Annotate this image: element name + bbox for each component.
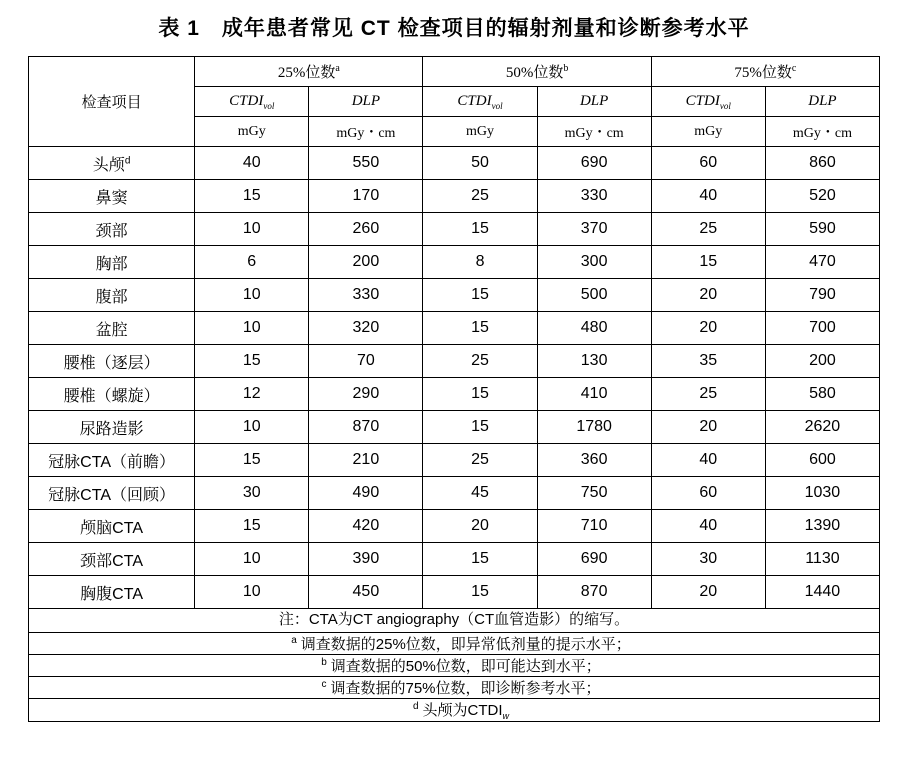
row-item-label: 胸部 — [29, 246, 195, 279]
cell-ctdi-p75: 20 — [651, 411, 765, 444]
cell-dlp-p25: 390 — [309, 543, 423, 576]
cell-dlp-p75: 1440 — [765, 576, 879, 609]
row-item-label: 冠脉CTA（前瞻） — [29, 444, 195, 477]
cell-dlp-p75: 860 — [765, 147, 879, 180]
note-main-row — [29, 609, 880, 633]
cell-dlp-p50: 300 — [537, 246, 651, 279]
cell-dlp-p25: 870 — [309, 411, 423, 444]
header-unit-ctdi-p75: mGy — [651, 117, 765, 147]
table-body — [29, 147, 880, 609]
cell-ctdi-p75: 40 — [651, 510, 765, 543]
header-unit-ctdi-p25: mGy — [195, 117, 309, 147]
cell-ctdi-p50: 8 — [423, 246, 537, 279]
cell-ctdi-p50: 15 — [423, 312, 537, 345]
header-unit-dlp-p25: mGy・cm — [309, 117, 423, 147]
cell-ctdi-p25: 30 — [195, 477, 309, 510]
cell-dlp-p50: 480 — [537, 312, 651, 345]
table-row — [29, 147, 880, 180]
cell-dlp-p50: 330 — [537, 180, 651, 213]
cell-ctdi-p75: 40 — [651, 444, 765, 477]
metric-name: DLP — [351, 93, 381, 109]
row-item-label: 腹部 — [29, 279, 195, 312]
row-item-label: 颈部 — [29, 213, 195, 246]
header-metric-ctdi-p25 — [195, 87, 309, 117]
table-row — [29, 477, 880, 510]
note-c — [29, 676, 880, 698]
table-row — [29, 510, 880, 543]
note-d-row — [29, 698, 880, 721]
table-row — [29, 180, 880, 213]
cell-ctdi-p50: 15 — [423, 279, 537, 312]
header-group-p75 — [651, 57, 879, 87]
header-group-p50-label: 50%位数 — [505, 65, 564, 81]
table-row — [29, 345, 880, 378]
cell-dlp-p50: 710 — [537, 510, 651, 543]
cell-dlp-p50: 870 — [537, 576, 651, 609]
metric-name: DLP — [579, 93, 609, 109]
table-row — [29, 576, 880, 609]
cell-ctdi-p25: 15 — [195, 180, 309, 213]
cell-dlp-p25: 70 — [309, 345, 423, 378]
header-item-col — [29, 57, 195, 147]
table-row — [29, 378, 880, 411]
header-unit-dlp-p75: mGy・cm — [765, 117, 879, 147]
note-b-row — [29, 654, 880, 676]
cell-dlp-p75: 1030 — [765, 477, 879, 510]
note-d-text: 头颅为CTDI — [422, 701, 503, 719]
metric-name: CTDI — [457, 92, 492, 109]
table-row — [29, 444, 880, 477]
cell-ctdi-p25: 10 — [195, 312, 309, 345]
cell-dlp-p25: 200 — [309, 246, 423, 279]
cell-ctdi-p75: 20 — [651, 576, 765, 609]
table-row — [29, 213, 880, 246]
note-a-mark: a — [291, 634, 297, 646]
cell-dlp-p50: 1780 — [537, 411, 651, 444]
header-row-groups — [29, 57, 880, 87]
cell-ctdi-p50: 25 — [423, 345, 537, 378]
row-item-label: 腰椎（螺旋） — [29, 378, 195, 411]
cell-ctdi-p75: 25 — [651, 378, 765, 411]
table-row — [29, 312, 880, 345]
row-item-label: 鼻窦 — [29, 180, 195, 213]
cell-dlp-p50: 750 — [537, 477, 651, 510]
cell-dlp-p50: 410 — [537, 378, 651, 411]
cell-ctdi-p50: 25 — [423, 180, 537, 213]
cell-ctdi-p50: 25 — [423, 444, 537, 477]
cell-ctdi-p25: 10 — [195, 213, 309, 246]
header-metric-dlp-p75 — [765, 87, 879, 117]
cell-ctdi-p50: 20 — [423, 510, 537, 543]
cell-dlp-p75: 470 — [765, 246, 879, 279]
cell-ctdi-p50: 15 — [423, 213, 537, 246]
cell-dlp-p25: 170 — [309, 180, 423, 213]
cell-ctdi-p75: 15 — [651, 246, 765, 279]
metric-sub: vol — [263, 100, 275, 111]
cell-dlp-p75: 790 — [765, 279, 879, 312]
header-unit-ctdi-p50: mGy — [423, 117, 537, 147]
cell-ctdi-p25: 12 — [195, 378, 309, 411]
cell-dlp-p50: 130 — [537, 345, 651, 378]
note-d-sub: w — [502, 710, 510, 721]
cell-ctdi-p25: 15 — [195, 510, 309, 543]
table-row — [29, 543, 880, 576]
metric-sub: vol — [719, 100, 731, 111]
cell-dlp-p75: 1130 — [765, 543, 879, 576]
cell-ctdi-p50: 15 — [423, 576, 537, 609]
table-header — [29, 57, 880, 147]
cell-dlp-p75: 590 — [765, 213, 879, 246]
header-group-p25-label: 25%位数 — [277, 65, 336, 81]
row-item-label: 颅脑CTA — [29, 510, 195, 543]
header-group-p75-label: 75%位数 — [734, 65, 792, 81]
cell-ctdi-p25: 6 — [195, 246, 309, 279]
cell-ctdi-p75: 20 — [651, 279, 765, 312]
row-item-label: 尿路造影 — [29, 411, 195, 444]
note-b-text: 调查数据的50%位数，即可能达到水平； — [330, 657, 601, 675]
row-item-mark: d — [124, 155, 131, 167]
note-b — [29, 654, 880, 676]
cell-ctdi-p25: 40 — [195, 147, 309, 180]
cell-dlp-p50: 370 — [537, 213, 651, 246]
cell-ctdi-p75: 60 — [651, 477, 765, 510]
header-metric-ctdi-p50 — [423, 87, 537, 117]
note-c-mark: c — [321, 678, 327, 690]
cell-dlp-p25: 450 — [309, 576, 423, 609]
note-b-mark: b — [321, 656, 327, 668]
metric-name: CTDI — [685, 92, 720, 109]
row-item-label: 盆腔 — [29, 312, 195, 345]
cell-dlp-p25: 550 — [309, 147, 423, 180]
table-row — [29, 279, 880, 312]
note-c-row — [29, 676, 880, 698]
note-a-row — [29, 632, 880, 654]
header-unit-dlp-p50: mGy・cm — [537, 117, 651, 147]
header-group-p75-mark: c — [791, 63, 797, 74]
table-footer — [29, 609, 880, 722]
header-metric-ctdi-p75 — [651, 87, 765, 117]
cell-ctdi-p50: 45 — [423, 477, 537, 510]
table-row — [29, 411, 880, 444]
row-item-label: 腰椎（逐层） — [29, 345, 195, 378]
cell-ctdi-p25: 15 — [195, 444, 309, 477]
note-d — [29, 698, 880, 721]
cell-dlp-p50: 690 — [537, 543, 651, 576]
cell-ctdi-p50: 50 — [423, 147, 537, 180]
cell-dlp-p50: 500 — [537, 279, 651, 312]
cell-ctdi-p50: 15 — [423, 543, 537, 576]
cell-ctdi-p75: 35 — [651, 345, 765, 378]
cell-dlp-p25: 420 — [309, 510, 423, 543]
cell-dlp-p50: 690 — [537, 147, 651, 180]
note-a-text: 调查数据的25%位数，即异常低剂量的提示水平； — [300, 635, 631, 653]
cell-dlp-p25: 290 — [309, 378, 423, 411]
cell-ctdi-p75: 60 — [651, 147, 765, 180]
cell-dlp-p75: 700 — [765, 312, 879, 345]
note-main: 注：CTA为CT angiography（CT血管造影）的缩写。 — [29, 609, 880, 633]
header-group-p50-mark: b — [563, 63, 569, 74]
cell-dlp-p25: 490 — [309, 477, 423, 510]
cell-dlp-p25: 320 — [309, 312, 423, 345]
cell-ctdi-p75: 30 — [651, 543, 765, 576]
cell-ctdi-p75: 20 — [651, 312, 765, 345]
note-d-mark: d — [412, 700, 419, 712]
header-metric-dlp-p50 — [537, 87, 651, 117]
header-group-p50 — [423, 57, 651, 87]
cell-ctdi-p25: 10 — [195, 279, 309, 312]
header-metric-dlp-p25 — [309, 87, 423, 117]
cell-dlp-p25: 210 — [309, 444, 423, 477]
cell-ctdi-p25: 10 — [195, 576, 309, 609]
metric-name: DLP — [808, 93, 837, 109]
cell-ctdi-p50: 15 — [423, 411, 537, 444]
cell-dlp-p75: 1390 — [765, 510, 879, 543]
header-group-p25 — [195, 57, 423, 87]
cell-ctdi-p75: 40 — [651, 180, 765, 213]
row-item-label: 冠脉CTA（回顾） — [29, 477, 195, 510]
page-title: 表 1 成年患者常见 CT 检查项目的辐射剂量和诊断参考水平 — [158, 17, 750, 40]
cell-ctdi-p25: 10 — [195, 411, 309, 444]
cell-ctdi-p75: 25 — [651, 213, 765, 246]
metric-sub: vol — [491, 100, 503, 111]
row-item-label: 头颅$^d$ — [29, 147, 195, 180]
cell-ctdi-p50: 15 — [423, 378, 537, 411]
cell-dlp-p25: 330 — [309, 279, 423, 312]
cell-dlp-p75: 600 — [765, 444, 879, 477]
metric-name: CTDI — [229, 92, 264, 109]
cell-dlp-p25: 260 — [309, 213, 423, 246]
cell-ctdi-p25: 10 — [195, 543, 309, 576]
cell-dlp-p50: 360 — [537, 444, 651, 477]
table-row — [29, 246, 880, 279]
row-item-label: 胸腹CTA — [29, 576, 195, 609]
header-group-p25-mark: a — [335, 63, 340, 74]
cell-dlp-p75: 200 — [765, 345, 879, 378]
cell-dlp-p75: 2620 — [765, 411, 879, 444]
cell-dlp-p75: 580 — [765, 378, 879, 411]
row-item-label: 颈部CTA — [29, 543, 195, 576]
cell-ctdi-p25: 15 — [195, 345, 309, 378]
note-c-text: 调查数据的75%位数，即诊断参考水平； — [330, 679, 601, 697]
header-item-label: 检查项目 — [81, 95, 142, 111]
ct-dose-table — [28, 56, 880, 722]
cell-dlp-p75: 520 — [765, 180, 879, 213]
note-a — [29, 632, 880, 654]
